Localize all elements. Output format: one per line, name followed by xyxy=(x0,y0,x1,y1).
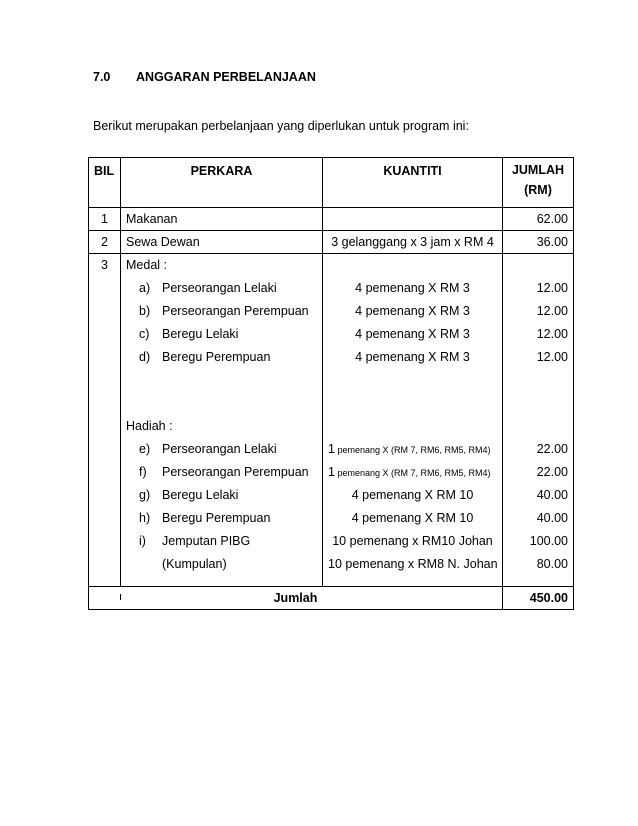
jumlah-value: 12.00 xyxy=(536,281,568,295)
list-item-continuation: (Kumpulan) xyxy=(162,557,227,571)
total-row xyxy=(89,587,574,610)
list-item: e) Perseorangan Lelaki xyxy=(139,442,277,456)
jumlah-value: 12.00 xyxy=(536,304,568,318)
budget-table xyxy=(88,157,574,610)
row-jumlah: 62.00 xyxy=(503,208,574,231)
kuantiti-value: 4 pemenang X RM 3 xyxy=(355,281,470,295)
row-kuantiti: 3 gelanggang x 3 jam x RM 4 xyxy=(323,231,503,254)
medal-perkara-cell xyxy=(121,254,323,587)
kuantiti-value: 10 pemenang x RM10 Johan xyxy=(332,534,493,548)
row-bil: 1 xyxy=(89,208,121,231)
list-item: a) Perseorangan Lelaki xyxy=(139,281,277,295)
list-item: g) Beregu Lelaki xyxy=(139,488,239,502)
jumlah-value: 22.00 xyxy=(536,442,568,456)
list-item: b) Perseorangan Perempuan xyxy=(139,304,309,318)
hadiah-label: Hadiah : xyxy=(126,419,173,433)
header-jumlah-line1: JUMLAH xyxy=(511,163,565,177)
header-jumlah xyxy=(503,158,574,208)
table-row-medal xyxy=(89,254,574,587)
row-kuantiti xyxy=(323,208,503,231)
kuantiti-value: 4 pemenang X RM 3 xyxy=(355,350,470,364)
jumlah-value: 80.00 xyxy=(536,557,568,571)
row-bil: 3 xyxy=(101,258,108,272)
table-row xyxy=(89,208,574,231)
kuantiti-value: 10 pemenang x RM8 N. Johan xyxy=(328,557,498,571)
kuantiti-value: 1 pemenang X (RM 7, RM6, RM5, RM4) xyxy=(328,442,491,456)
jumlah-value: 40.00 xyxy=(536,511,568,525)
intro-text: Berikut merupakan perbelanjaan yang diperlukan untuk program ini: xyxy=(93,119,469,133)
kuantiti-value: 4 pemenang X RM 3 xyxy=(355,304,470,318)
row-jumlah: 36.00 xyxy=(503,231,574,254)
row-perkara: Makanan xyxy=(121,208,323,231)
kuantiti-value: 4 pemenang X RM 10 xyxy=(351,488,474,502)
list-item: f) Perseorangan Perempuan xyxy=(139,465,309,479)
medal-label: Medal : xyxy=(126,258,167,272)
header-perkara: PERKARA xyxy=(121,158,323,208)
jumlah-value: 12.00 xyxy=(536,327,568,341)
jumlah-value: 12.00 xyxy=(536,350,568,364)
header-jumlah-line2: (RM) xyxy=(524,183,552,197)
table-row xyxy=(89,231,574,254)
list-item: c) Beregu Lelaki xyxy=(139,327,239,341)
header-bil: BIL xyxy=(89,158,121,208)
kuantiti-value: 1 pemenang X (RM 7, RM6, RM5, RM4) xyxy=(328,465,491,479)
list-item: d) Beregu Perempuan xyxy=(139,350,271,364)
row-bil: 2 xyxy=(89,231,121,254)
row-perkara: Sewa Dewan xyxy=(121,231,323,254)
list-item: i) Jemputan PIBG xyxy=(139,534,251,548)
jumlah-value: 100.00 xyxy=(529,534,568,548)
section-number: 7.0 xyxy=(93,70,111,84)
section-heading xyxy=(93,70,316,84)
table-border-stub xyxy=(120,594,121,600)
jumlah-value: 22.00 xyxy=(536,465,568,479)
kuantiti-value: 4 pemenang X RM 3 xyxy=(355,327,470,341)
total-label: Jumlah xyxy=(89,587,503,610)
section-title: ANGGARAN PERBELANJAAN xyxy=(136,70,316,84)
table-header-row xyxy=(89,158,574,208)
kuantiti-value: 4 pemenang X RM 10 xyxy=(351,511,474,525)
header-kuantiti: KUANTITI xyxy=(323,158,503,208)
medal-jumlah-cell xyxy=(503,254,574,587)
medal-kuantiti-cell xyxy=(323,254,503,587)
total-value: 450.00 xyxy=(503,587,574,610)
list-item: h) Beregu Perempuan xyxy=(139,511,271,525)
jumlah-value: 40.00 xyxy=(536,488,568,502)
